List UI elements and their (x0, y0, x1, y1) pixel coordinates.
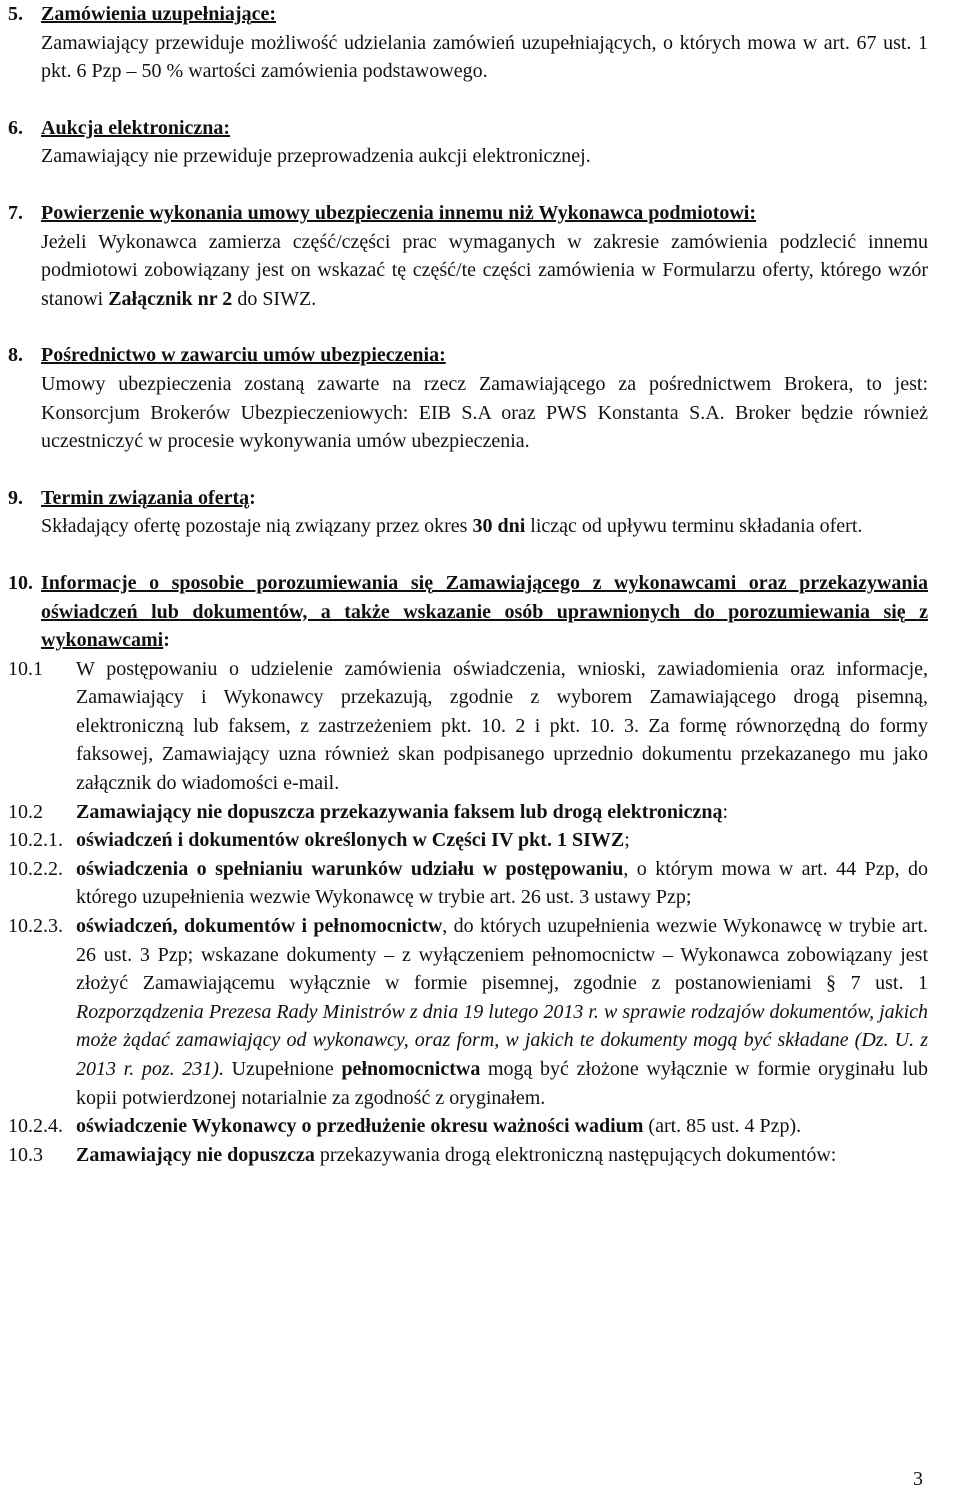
document-page (8, 0, 928, 1169)
item-number: 10.2.2. (8, 857, 63, 880)
regulation-citation: Rozporządzenia Prezesa Rady Ministrów z dnia 19 lutego 2013 r. w sprawie rodzajów dokumentów, jakich może żądać zamawiający od wykonawcy, oraz form, w jakich te dokumenty mogą być składane (Dz. U. z 2013 r. poz. 231). (76, 1000, 928, 1080)
item-number: 10.2 (8, 800, 43, 823)
section-9: 9. Termin związania ofertą: Składający ofertę pozostaje nią związany przez okres 30 dni licząc od upływu terminu składania ofert. (8, 484, 928, 541)
item-text: oświadczeń, dokumentów i pełnomocnictw, do których uzupełnienia wezwie Wykonawcę w trybie art. 26 ust. 3 Pzp; wskazane dokumenty – z wyłączeniem pełnomocnictw – Wykonawca zobowiązany jest złożyć Zamawiającemu wyłącznie w formie pisemnej, zgodnie z postanowieniami § 7 ust. 1 Rozporządzenia Prezesa Rady Ministrów z dnia 19 lutego 2013 r. w sprawie rodzajów dokumentów, jakich może żądać zamawiający od wykonawcy, oraz form, w jakich te dokumenty mogą być składane (Dz. U. z 2013 r. poz. 231). Uzupełnione pełnomocnictwa mogą być złożone wyłącznie w formie oryginału lub kopii potwierdzonej notarialnie za zgodność z oryginałem. (76, 915, 929, 1109)
item-number: 10.2.1. (8, 829, 63, 852)
section-body: Zamawiający nie przewiduje przeprowadzenia aukcji elektronicznej. (41, 145, 591, 168)
page-number: 3 (913, 1468, 923, 1490)
item-10-2-3 (8, 912, 928, 1112)
section-number: 9. (8, 486, 23, 509)
section-8 (8, 341, 928, 455)
section-heading: Termin związania ofertą (41, 486, 250, 509)
item-10-2-4 (8, 1112, 928, 1141)
section-heading: Powierzenie wykonania umowy ubezpieczenia innemu niż Wykonawca podmiotowi: (41, 201, 757, 224)
item-10-3 (8, 1141, 928, 1170)
section-heading: Aukcja elektroniczna: (41, 116, 231, 139)
section-7 (8, 199, 928, 313)
section-body: Zamawiający przewiduje możliwość udzielania zamówień uzupełniających, o których mowa w art. 67 ust. 1 pkt. 6 Pzp – 50 % wartości zamówienia podstawowego. (41, 31, 928, 83)
item-10-2-1 (8, 826, 928, 855)
item-text: Zamawiający nie dopuszcza przekazywania faksem lub drogą elektroniczną: (76, 800, 729, 823)
item-number: 10.2.4. (8, 1115, 63, 1138)
section-body: Składający ofertę pozostaje nią związany przez okres 30 dni licząc od upływu terminu składania ofert. (41, 515, 863, 538)
item-10-1 (8, 655, 928, 798)
section-heading: Pośrednictwo w zawarciu umów ubezpieczenia: (41, 344, 446, 367)
item-text: W postępowaniu o udzielenie zamówienia oświadczenia, wnioski, zawiadomienia oraz informacje, Zamawiający i Wykonawcy przekazują, zgodnie z wyborem Zamawiającego drogą pisemną, elektroniczną lub faksem, z zastrzeżeniem pkt. 10. 2 i pkt. 10. 3. Za formę równorzędną do formy faksowej, Zamawiający uzna również skan podpisanego uprzednio dokumentu przekazanego mu jako załącznik do wiadomości e-mail. (76, 657, 928, 795)
section-body: Jeżeli Wykonawca zamierza część/części prac wymaganych w zakresie zamówienia podzlecić innemu podmiotowi zobowiązany jest on wskazać tę część/te części zamówienia w Formularzu oferty, którego wzór stanowi Załącznik nr 2 do SIWZ. (41, 230, 928, 310)
section-number: 10. (8, 571, 33, 594)
item-10-2 (8, 798, 928, 827)
section-heading: Informacje o sposobie porozumiewania się Zamawiającego z wykonawcami oraz przekazywania oświadczeń lub dokumentów, a także wskazanie osób uprawnionych do porozumiewania się z wykonawcami (41, 571, 928, 652)
section-number: 8. (8, 344, 23, 367)
item-text: Zamawiający nie dopuszcza przekazywania drogą elektroniczną następujących dokumentów: (76, 1143, 837, 1166)
section-10: 10. Informacje o sposobie porozumiewania się Zamawiającego z wykonawcami oraz przekazywania oświadczeń lub dokumentów, a także wskazanie osób uprawnionych do porozumiewania się z wykonawcami: (8, 569, 928, 655)
item-10-2-2 (8, 855, 928, 912)
section-body: Umowy ubezpieczenia zostaną zawarte na rzecz Zamawiającego za pośrednictwem Brokera, to jest: Konsorcjum Brokerów Ubezpieczeniowych: EIB S.A oraz PWS Konstanta S.A. Broker będzie również uczestniczyć w procesie wykonywania umów ubezpieczenia. (41, 372, 928, 453)
item-number: 10.3 (8, 1143, 43, 1166)
item-number: 10.2.3. (8, 915, 63, 938)
section-number: 5. (8, 3, 23, 25)
attachment-reference: Załącznik nr 2 (108, 287, 233, 310)
section-5 (8, 0, 928, 86)
item-number: 10.1 (8, 657, 43, 680)
item-text: oświadczenia o spełnianiu warunków udziału w postępowaniu, o którym mowa w art. 44 Pzp, do którego uzupełnienia wezwie Wykonawcę w trybie art. 26 ust. 3 ustawy Pzp; (76, 857, 928, 909)
section-number: 6. (8, 116, 23, 139)
section-heading: Zamówienia uzupełniające: (41, 3, 276, 25)
offer-validity-period: 30 dni (472, 515, 526, 538)
section-6 (8, 114, 928, 171)
section-number: 7. (8, 201, 23, 224)
item-text: oświadczeń i dokumentów określonych w Części IV pkt. 1 SIWZ; (76, 829, 630, 852)
item-text: oświadczenie Wykonawcy o przedłużenie okresu ważności wadium (art. 85 ust. 4 Pzp). (76, 1115, 802, 1138)
